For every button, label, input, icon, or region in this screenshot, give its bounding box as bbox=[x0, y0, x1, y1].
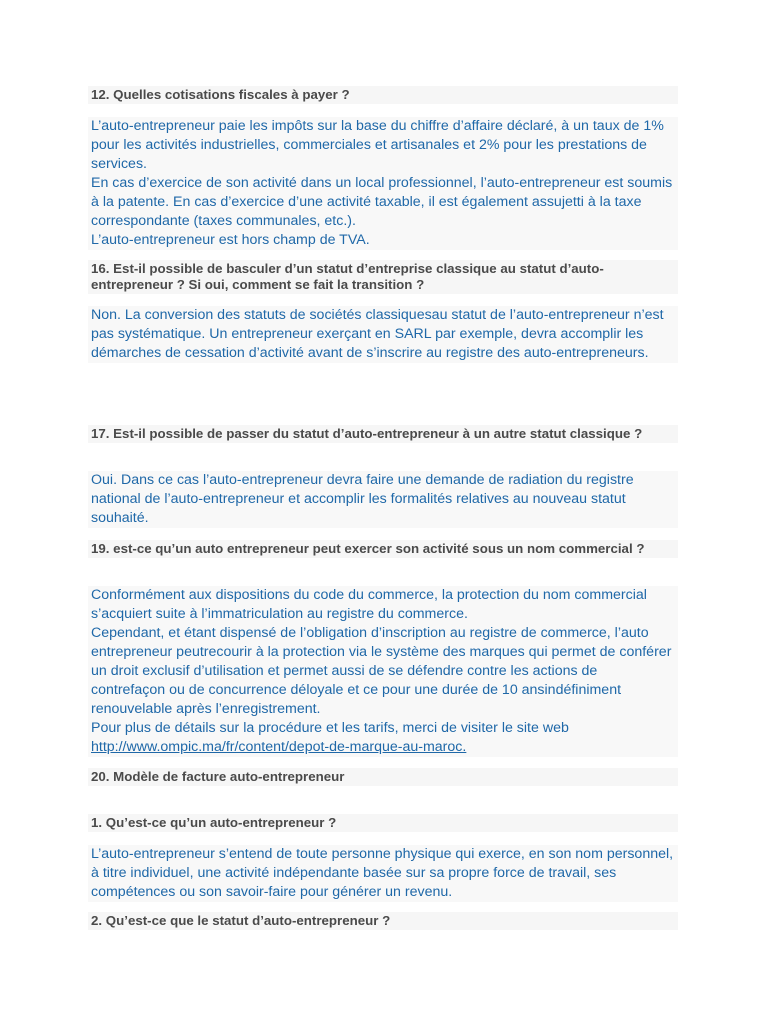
question-20-heading: 20. Modèle de facture auto-entrepreneur bbox=[88, 768, 678, 786]
answer-16 bbox=[88, 306, 678, 363]
ompic-link[interactable]: http://www.ompic.ma/fr/content/depot-de-marque-au-maroc. bbox=[91, 739, 467, 755]
question-19-heading: 19. est-ce qu’un auto entrepreneur peut exercer son activité sous un nom commercial ? bbox=[88, 540, 678, 558]
question-12-heading: 12. Quelles cotisations fiscales à payer ? bbox=[88, 86, 678, 104]
answer-12-paragraph-3: L’auto-entrepreneur est hors champ de TVA. bbox=[91, 232, 370, 248]
question-2-heading: 2. Qu’est-ce que le statut d’auto-entrepreneur ? bbox=[88, 912, 678, 930]
answer-12 bbox=[88, 117, 678, 250]
answer-19-paragraph-2: Cependant, et étant dispensé de l’obligation d’inscription au registre de commerce, l’auto entrepreneur peutrecourir à la protection via le système des marques qui permet de conférer un droit exclusif d’utilisation et permet aussi de se défendre contre les actions de contrefaçon ou de concurrence déloyale et ce pour une durée de 10 ansindéfiniment renouvelable après l’enregistrement. bbox=[91, 625, 672, 717]
question-16-heading: 16. Est-il possible de basculer d’un statut d’entreprise classique au statut d’auto-entrepreneur ? Si oui, comment se fait la transition ? bbox=[88, 260, 678, 294]
answer-12-paragraph-1: L’auto-entrepreneur paie les impôts sur la base du chiffre d’affaire déclaré, à un taux de 1% pour les activités industrielles, commerciales et artisanales et 2% pour les prestations de services. bbox=[91, 118, 664, 172]
answer-1 bbox=[88, 845, 678, 902]
answer-17 bbox=[88, 471, 678, 528]
answer-16-text: Non. La conversion des statuts de sociétés classiquesau statut de l’auto-entrepreneur n’est pas systématique. Un entrepreneur exerçant en SARL par exemple, devra accomplir les démarches de cessation d’activité avant de s’inscrire au registre des auto-entrepreneurs. bbox=[91, 307, 664, 361]
answer-17-text: Oui. Dans ce cas l’auto-entrepreneur devra faire une demande de radiation du registre national de l’auto-entrepreneur et accomplir les formalités relatives au nouveau statut souhaité. bbox=[91, 472, 634, 526]
answer-19-paragraph-3 bbox=[91, 719, 675, 757]
answer-19-link-prefix: Pour plus de détails sur la procédure et les tarifs, merci de visiter le site web bbox=[91, 720, 569, 736]
answer-12-paragraph-2: En cas d’exercice de son activité dans un local professionnel, l’auto-entrepreneur est soumis à la patente. En cas d’exercice d’une activité taxable, il est également assujetti à la taxe correspondante (taxes communales, etc.). bbox=[91, 175, 673, 229]
answer-19-paragraph-1: Conformément aux dispositions du code du commerce, la protection du nom commercial s’acquiert suite à l’immatriculation au registre du commerce. bbox=[91, 587, 647, 622]
question-1-heading: 1. Qu’est-ce qu’un auto-entrepreneur ? bbox=[88, 814, 678, 832]
question-17-heading: 17. Est-il possible de passer du statut d’auto-entrepreneur à un autre statut classique ? bbox=[88, 425, 678, 443]
answer-19 bbox=[88, 586, 678, 757]
answer-1-text: L’auto-entrepreneur s’entend de toute personne physique qui exerce, en son nom personnel, à titre individuel, une activité indépendante basée sur sa propre force de travail, ses compétences ou son savoir-faire pour générer un revenu. bbox=[91, 846, 674, 900]
